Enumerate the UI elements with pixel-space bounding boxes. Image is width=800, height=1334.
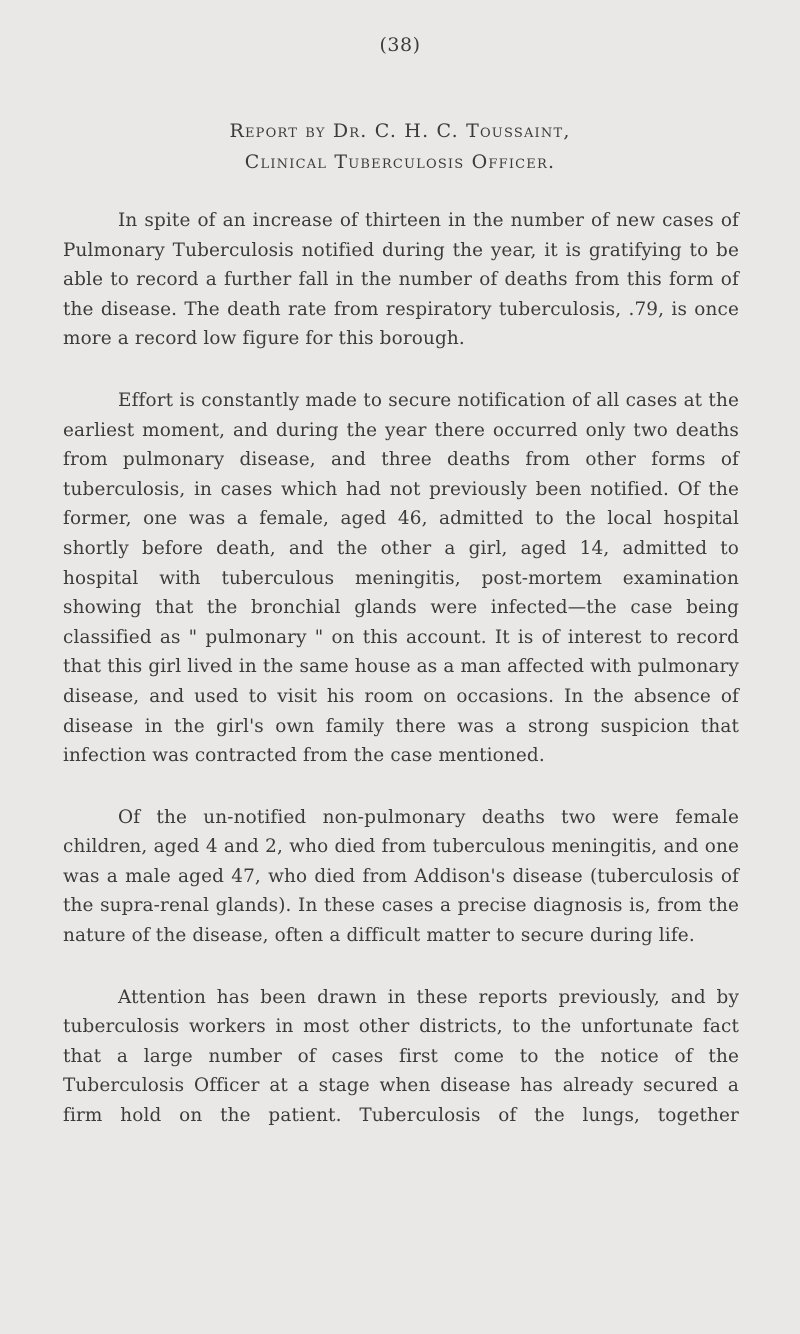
paragraph-3: Of the un-notified non-pulmonary deaths two were female children, aged 4 and 2, who died from tuberculous meningitis, and one was a male aged 47, who died from Addison's disease (tuberculosis of the supra-renal glands). In these cases a precise diagnosis is, from the nature of the disease, often a difficult matter to secure during life. — [63, 806, 739, 947]
page-number: (38) — [379, 34, 421, 56]
paragraph-1: In spite of an increase of thirteen in the number of new cases of Pulmonary Tuberculosis notified during the year, it is gratifying to be able to record a further fall in the number of deaths from this form of the disease. The death rate from respiratory tuberculosis, .79, is once more a record low figure for this borough. — [63, 210, 739, 350]
report-heading — [0, 116, 800, 178]
report-body — [63, 206, 739, 1131]
heading-line-author: Report by Dr. C. H. C. Toussaint, — [229, 120, 571, 142]
heading-line-title: Clinical Tuberculosis Officer. — [244, 151, 556, 173]
paragraph-2: Effort is constantly made to secure notification of all cases at the earliest moment, and during the year there occurred only two deaths from pulmonary disease, and three deaths from other forms of tuberculosis, in cases which had not previously been notified. Of the former, one was a female, aged 46, admitted to the local hospital shortly before death, and the other a girl, aged 14, admitted to hospital with tuberculous meningitis, post-mortem examination showing that the bronchial glands were infected—the case being classified as " pulmonary " on this account. It is of interest to record that this girl lived in the same house as a man affected with pulmonary disease, and used to visit his room on occasions. In the absence of disease in the girl's own family there was a strong suspicion that infection was contracted from the case mentioned. — [63, 389, 739, 767]
paragraph-4: Attention has been drawn in these reports previously, and by tuberculosis workers in most other districts, to the unfortunate fact that a large number of cases first come to the notice of the Tuberculosis Officer at a stage when disease has already secured a firm hold on the patient. Tuberculosis of the lungs, together — [63, 986, 739, 1127]
